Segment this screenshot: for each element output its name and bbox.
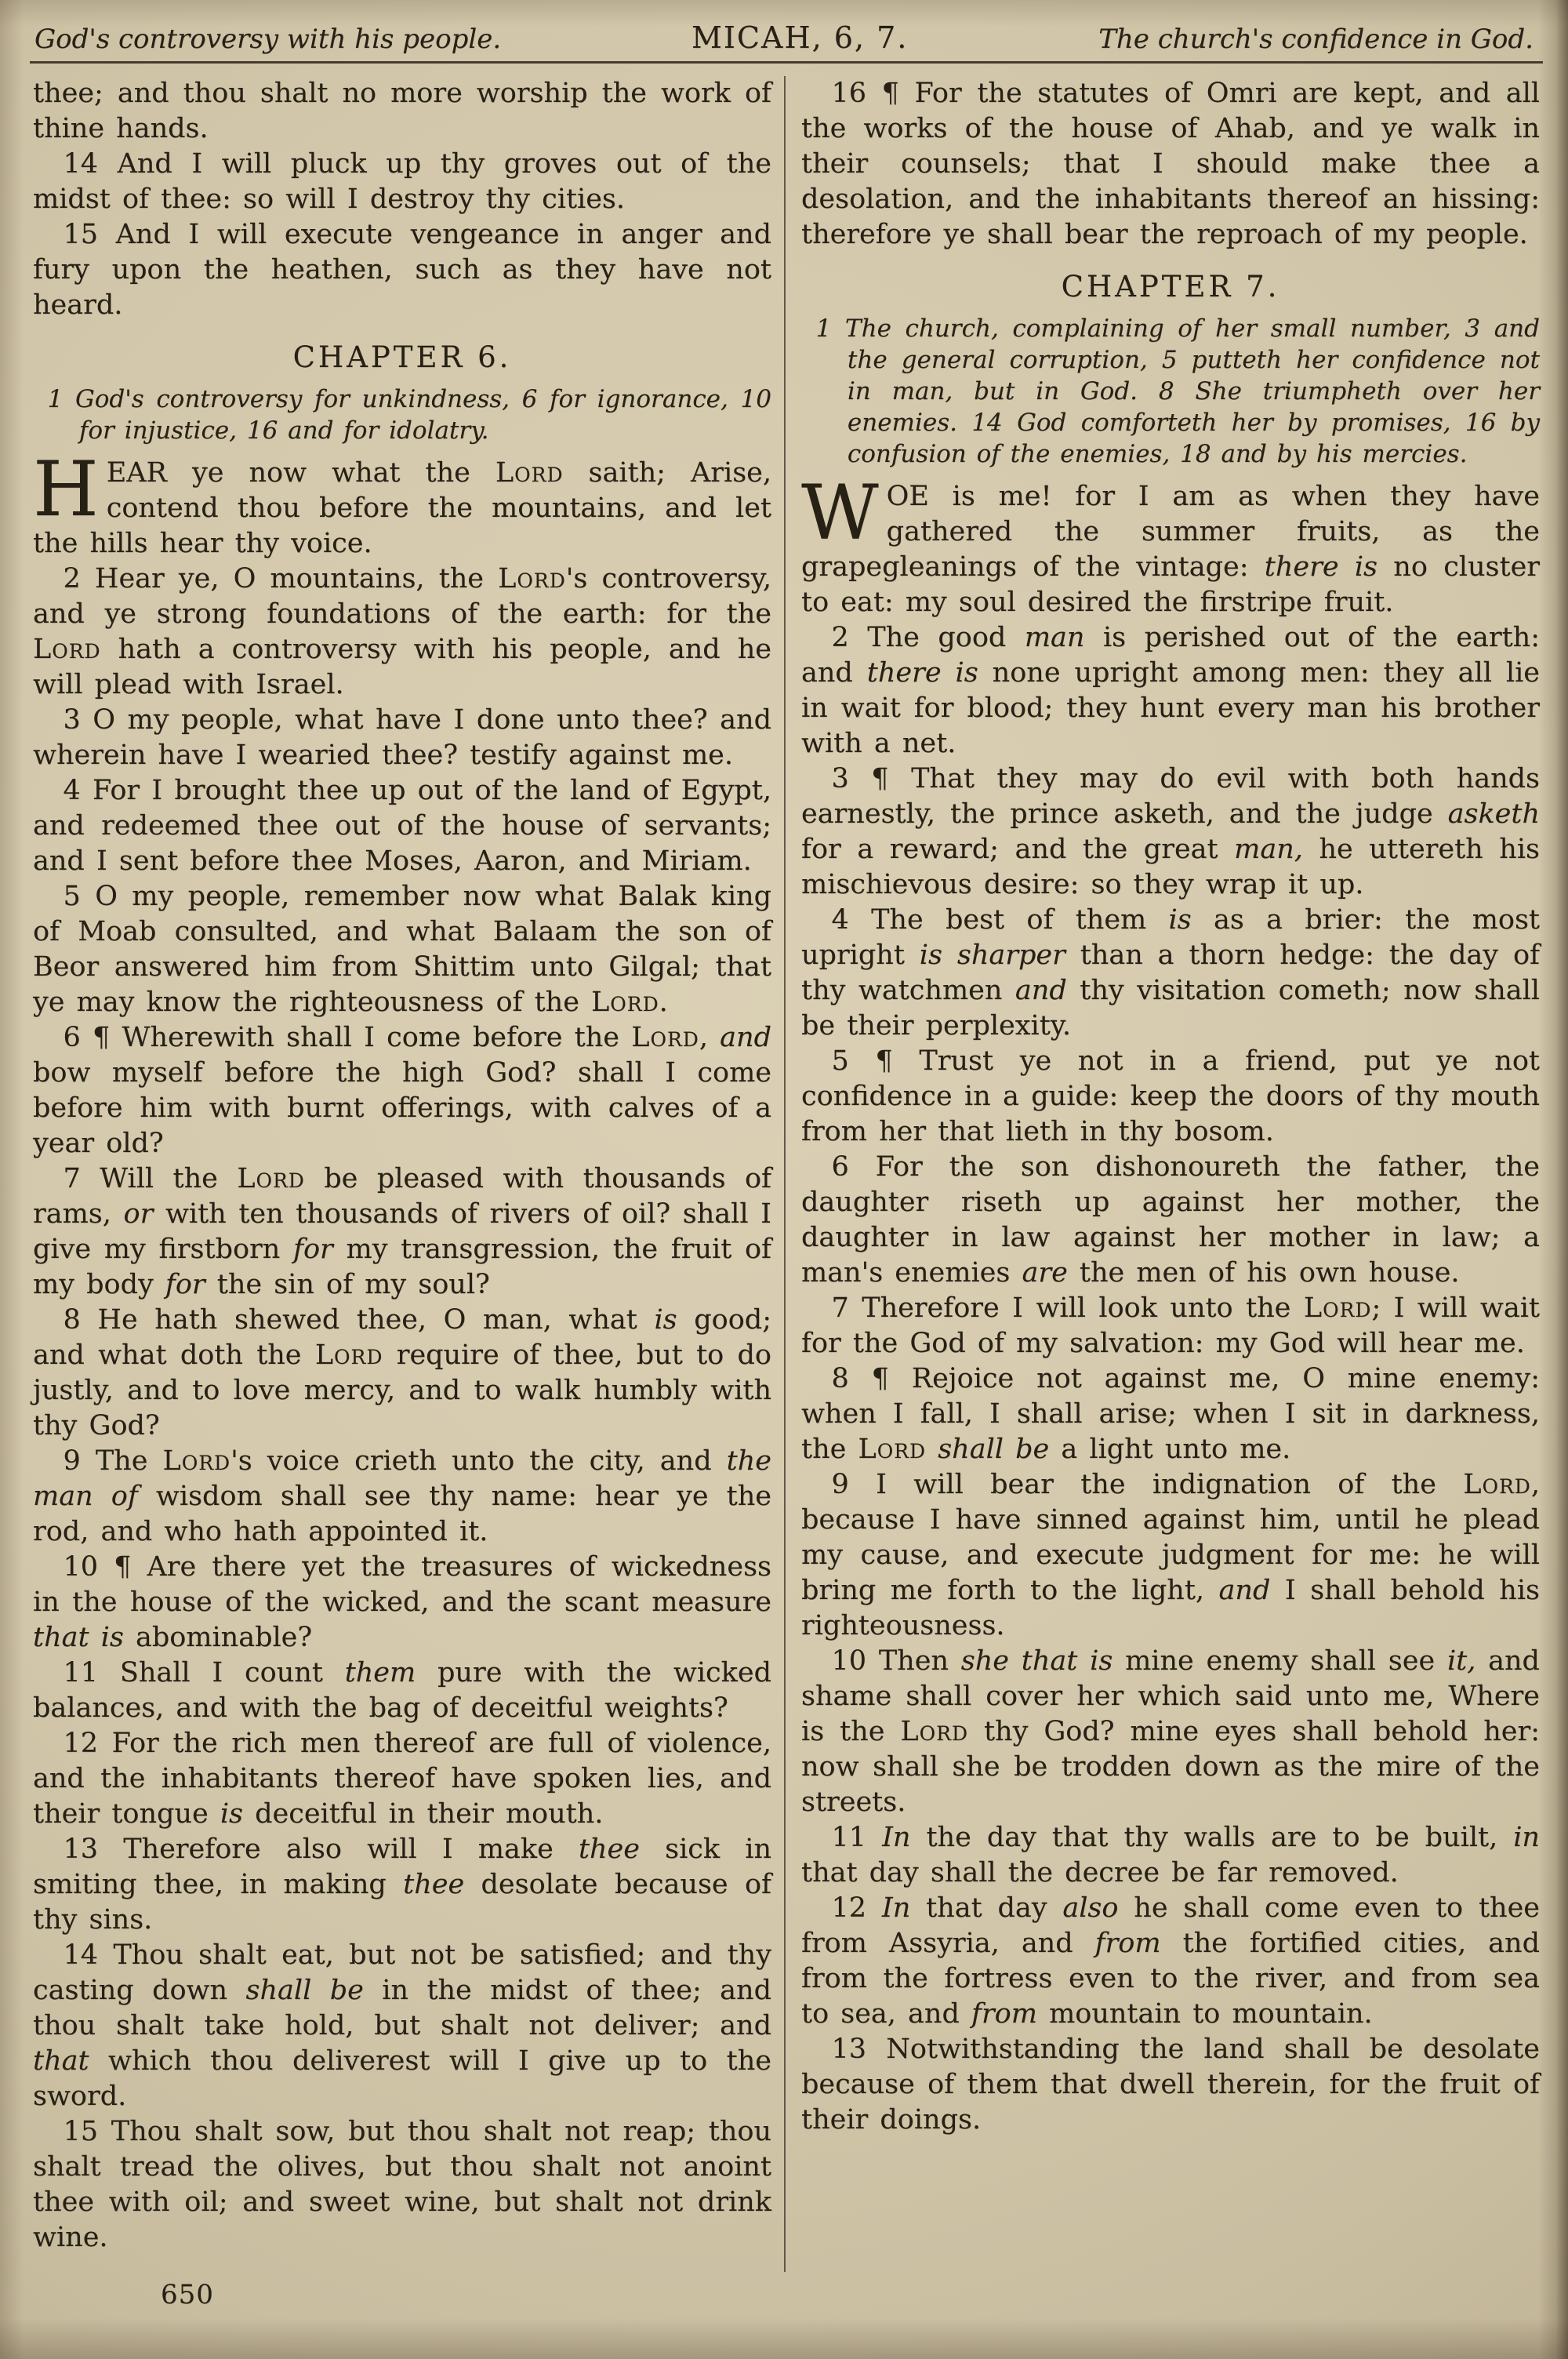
small-caps-lord: Lord — [1463, 1469, 1531, 1500]
right-column — [786, 76, 1544, 2272]
verse-number: 8 — [63, 1304, 81, 1336]
small-caps-lord: Lord — [237, 1163, 305, 1194]
verse-continuation: thee; and thou shalt no more worship the work of thine hands. — [33, 78, 771, 144]
verse-number: 11 — [63, 1657, 99, 1688]
italic-text: from — [1094, 1928, 1161, 1959]
verse: 2 The good man is perished out of the earth: and there is none upright among men: they all lie in wait for blood; they hunt every man his brother with a net. — [801, 622, 1540, 759]
chapter-heading: CHAPTER 7. — [1061, 270, 1280, 304]
small-caps-lord: Lord — [858, 1434, 927, 1465]
italic-text: that — [33, 2045, 89, 2077]
italic-text: for — [165, 1269, 205, 1300]
verse-number: 5 — [831, 1045, 849, 1077]
italic-text: asketh — [1447, 798, 1540, 830]
verse-number: 14 — [63, 1939, 99, 1971]
verse-number: 10 — [63, 1551, 99, 1583]
italic-text: for injustice, — [78, 416, 237, 445]
italic-text: for ignorance, — [550, 385, 728, 413]
italic-text: there is — [1264, 551, 1378, 583]
drop-cap: W — [801, 469, 879, 557]
running-head-title: MICAH, 6, 7. — [691, 20, 909, 55]
verse: 12 For the rich men thereof are full of violence, and the inhabitants thereof have spoken lies, and their tongue is deceitful in their mouth. — [33, 1728, 771, 1830]
verse-number: 6 — [63, 1022, 81, 1053]
drop-cap: H — [33, 445, 99, 533]
verse: 2 Hear ye, O mountains, the Lord's controversy, and ye strong foundations of the earth: for the Lord hath a controversy with his people, and he will plead with Israel. — [33, 563, 771, 700]
verse: 13 Therefore also will I make thee sick in smiting thee, in making thee desolate because of thy sins. — [33, 1834, 771, 1936]
verse: 3 ¶ That they may do evil with both hands earnestly, the prince asketh, and the judge asketh for a reward; and the great man, he uttereth his mischievous desire: so they wrap it up. — [801, 763, 1540, 900]
small-caps-lord: Lord — [495, 457, 564, 489]
verse-number: 5 — [63, 881, 81, 912]
italic-text: The church, complaining of her small number, — [844, 314, 1451, 343]
verse-number: 9 — [831, 1469, 849, 1500]
verse: 9 The Lord's voice crieth unto the city, and the man of wisdom shall see thy name: hear ye the rod, and who hath appointed it. — [33, 1445, 771, 1547]
italic-text: and by his mercies. — [1221, 440, 1468, 468]
verse: 12 In that day also he shall come even to thee from Assyria, and from the fortified cities, and from the fortress even to the river, and from sea to sea, and from mountain to mountain. — [801, 1892, 1541, 2030]
verse-number: 12 — [831, 1892, 867, 1924]
verse-number: 3 — [831, 763, 849, 794]
verse-number: 9 — [63, 1445, 81, 1477]
verse: 9 I will bear the indignation of the Lord, because I have sinned against him, until he plead my cause, and execute judgment for me: he will bring me forth to the light, and I shall behold his righteousness. — [801, 1469, 1540, 1641]
italic-text: and — [720, 1022, 771, 1053]
italic-text: and — [1014, 975, 1067, 1006]
small-caps-lord: Lord — [33, 634, 101, 665]
chapter-summary: 1 God's controversy for unkindness, 6 for ignorance, 10 for injustice, 16 and for idolatry. — [47, 385, 771, 445]
verse-number: 4 — [63, 775, 81, 806]
italic-text: shall be — [938, 1434, 1050, 1465]
left-column — [33, 76, 784, 2272]
page-number: 650 — [161, 2279, 214, 2310]
italic-text: is sharper — [919, 940, 1065, 971]
italic-text: shall be — [245, 1975, 364, 2006]
verse: 11 Shall I count them pure with the wicked balances, and with the bag of deceitful weights? — [33, 1657, 771, 1724]
chapter-summary: 1 The church, complaining of her small number, 3 and the general corruption, 5 putteth her confidence not in man, but in God. 8 She triumpheth over her enemies. 14 God comforteth her by promises, 16 by confusion of the enemies, 18 and by his mercies. — [815, 314, 1541, 468]
italic-text: She triumpheth over her enemies. — [847, 377, 1541, 437]
italic-text: in — [1513, 1822, 1540, 1853]
italic-text: In — [882, 1822, 911, 1853]
small-caps-lord: Lord — [162, 1445, 231, 1477]
verse: 3 O my people, what have I done unto thee? and wherein have I wearied thee? testify against me. — [33, 704, 771, 771]
italic-text: and for idolatry. — [288, 416, 489, 445]
verse: 4 For I brought thee up out of the land of Egypt, and redeemed thee out of the house of servants; and I sent before thee Moses, Aaron, and Miriam. — [33, 775, 771, 877]
verse: 13 Notwithstanding the land shall be desolate because of them that dwell therein, for the fruit of their doings. — [801, 2034, 1540, 2135]
verse: 16 ¶ For the statutes of Omri are kept, and all the works of the house of Ahab, and ye walk in their counsels; that I should make thee a desolation, and the inhabitants thereof an hissing: therefore ye shall bear the reproach of my people. — [801, 78, 1540, 250]
italic-text: God's controversy for unkindness, — [74, 385, 510, 413]
header-rule — [30, 61, 1543, 64]
verse: 8 ¶ Rejoice not against me, O mine enemy: when I fall, I shall arise; when I sit in darkness, the Lord shall be a light unto me. — [801, 1363, 1540, 1465]
small-caps-lord: Lord — [314, 1339, 383, 1371]
italic-text: thee — [578, 1834, 640, 1865]
verse-number: 10 — [831, 1645, 867, 1677]
verse: 15 And I will execute vengeance in anger and fury upon the heathen, such as they have not heard. — [33, 219, 771, 321]
small-caps-lord: Lord — [1303, 1292, 1372, 1324]
italic-text: In — [881, 1892, 911, 1924]
chapter-heading: CHAPTER 6. — [292, 340, 512, 374]
verse-number: 7 — [63, 1163, 81, 1194]
italic-text: man, — [1234, 834, 1303, 865]
verse-number: 2 — [63, 563, 81, 594]
italic-text: from — [971, 1998, 1037, 2030]
italic-text: by confusion of the enemies, — [847, 409, 1541, 468]
verse-number: 8 — [831, 1363, 849, 1394]
verse-number: 2 — [831, 622, 849, 653]
italic-text: is — [654, 1304, 677, 1336]
italic-text: is — [220, 1798, 243, 1830]
text-columns — [0, 73, 1568, 2272]
verse: 10 Then she that is mine enemy shall see it, and shame shall cover her which said unto me, Where is the Lord thy God? mine eyes shall behold her: now shall she be trodden down as the mire of the streets. — [801, 1645, 1540, 1818]
italic-text: and — [1218, 1575, 1271, 1606]
verse: 11 In the day that thy walls are to be built, in that day shall the decree be far removed. — [801, 1822, 1540, 1888]
verse: 5 O my people, remember now what Balak king of Moab consulted, and what Balaam the son of Beor answered him from Shittim unto Gilgal; that ye may know the righteousness of the Lord. — [33, 881, 771, 1018]
italic-text: it, — [1446, 1645, 1476, 1677]
italic-text: man — [1024, 622, 1085, 653]
italic-text: is — [1168, 904, 1192, 936]
verse: 15 Thou shalt sow, but thou shalt not reap; thou shalt tread the olives, but thou shalt not anoint thee with oil; and sweet wine, but shalt not drink wine. — [33, 2116, 771, 2253]
running-head-right: The church's confidence in God. — [1098, 24, 1534, 55]
verse-number: 13 — [831, 2034, 867, 2065]
verse: HEAR ye now what the Lord saith; Arise, contend thou before the mountains, and let the hills hear thy voice. — [33, 445, 772, 559]
italic-text: for — [293, 1234, 333, 1265]
verse-number: 11 — [831, 1822, 867, 1853]
small-caps-lord: Lord — [900, 1716, 969, 1747]
verse: WOE is me! for I am as when they have gathered the summer fruits, as the grapegleanings of the vintage: there is no cluster to eat: my soul desired the firstripe fruit. — [801, 469, 1541, 618]
italic-text: also — [1062, 1892, 1119, 1924]
italic-text: or — [123, 1198, 154, 1230]
lead-caps: OE — [886, 481, 929, 512]
verse-number: 12 — [63, 1728, 99, 1759]
verse: 7 Therefore I will look unto the Lord; I will wait for the God of my salvation: my God will hear me. — [801, 1292, 1540, 1359]
italic-text: that is — [33, 1622, 124, 1653]
italic-text: thee — [403, 1869, 465, 1900]
lead-caps: EAR — [106, 457, 167, 489]
verse: 8 He hath shewed thee, O man, what is good; and what doth the Lord require of thee, but to do justly, and to love mercy, and to walk humbly with thy God? — [33, 1304, 771, 1441]
verse: 14 And I will pluck up thy groves out of the midst of thee: so will I destroy thy cities. — [33, 148, 771, 215]
verse: 6 ¶ Wherewith shall I come before the Lord, and bow myself before the high God? shall I come before him with burnt offerings, with calves of a year old? — [33, 1022, 771, 1159]
italic-text: God comforteth her by promises, — [1017, 409, 1451, 437]
running-head — [0, 0, 1568, 60]
verse: 7 Will the Lord be pleased with thousands of rams, or with ten thousands of rivers of oil? shall I give my firstborn for my transgression, the fruit of my body for the sin of my soul? — [33, 1163, 772, 1300]
running-head-left: God's controversy with his people. — [34, 24, 502, 55]
verse-number: 4 — [831, 904, 849, 936]
verse-number: 15 — [63, 219, 99, 250]
verse-number: 6 — [831, 1151, 849, 1183]
verse: 14 Thou shalt eat, but not be satisfied; and thy casting down shall be in the midst of thee; and thou shalt take hold, but shalt not deliver; and that which thou deliverest will I give up to the sword. — [33, 1939, 771, 2112]
verse: 10 ¶ Are there yet the treasures of wickedness in the house of the wicked, and the scant measure that is abominable? — [33, 1551, 771, 1653]
verse: 4 The best of them is as a brier: the most upright is sharper than a thorn hedge: the day of thy watchmen and thy visitation cometh; now shall be their perplexity. — [801, 904, 1541, 1041]
verse-number: 16 — [831, 78, 867, 109]
verse-number: 15 — [63, 2116, 99, 2147]
italic-text: them — [344, 1657, 416, 1688]
italic-text: and the general corruption, — [847, 314, 1540, 374]
small-caps-lord: Lord — [498, 563, 566, 594]
italic-text: the man of — [33, 1445, 771, 1512]
italic-text: are — [1022, 1257, 1068, 1289]
verse-number: 14 — [63, 148, 99, 180]
verse-number: 7 — [831, 1292, 849, 1324]
small-caps-lord: Lord — [631, 1022, 699, 1053]
small-caps-lord: Lord — [591, 987, 659, 1018]
verse: 6 For the son dishonoureth the father, the daughter riseth up against her mother, the daughter in law against her mother in law; a man's enemies are the men of his own house. — [801, 1151, 1540, 1289]
italic-text: there is — [866, 657, 978, 689]
italic-text: putteth her confidence not in man, but in God. — [847, 346, 1540, 405]
italic-text: she that is — [960, 1645, 1113, 1677]
verse: 5 ¶ Trust ye not in a friend, put ye not confidence in a guide: keep the doors of thy mouth from her that lieth in thy bosom. — [801, 1045, 1540, 1147]
verse-number: 3 — [63, 704, 81, 736]
verse-number: 13 — [63, 1834, 99, 1865]
